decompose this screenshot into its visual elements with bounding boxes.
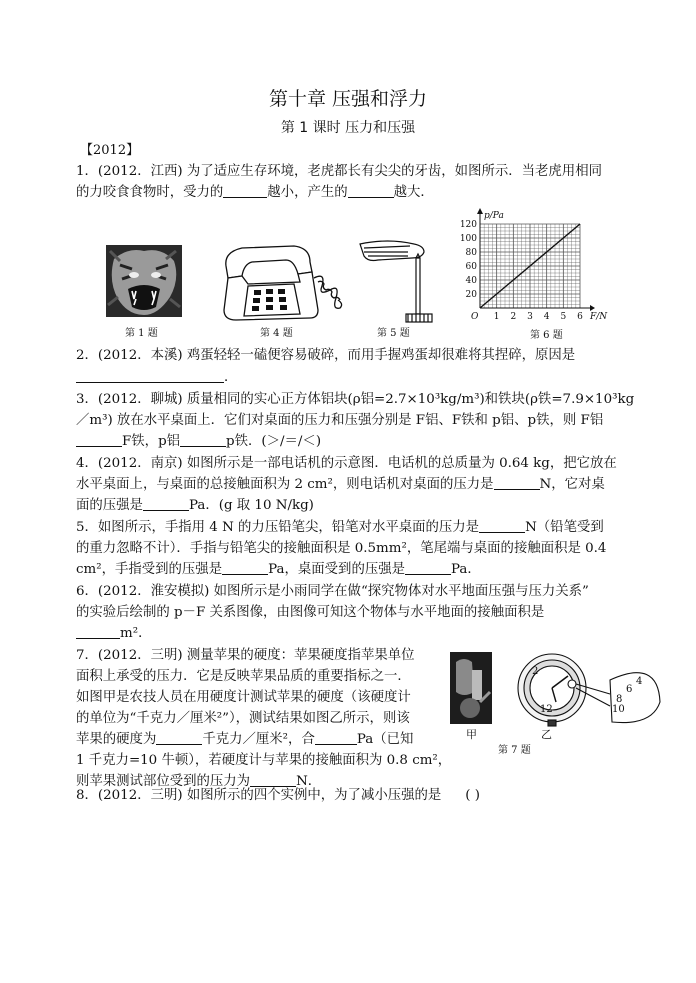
- gauge-num-4: 4: [636, 676, 643, 687]
- q7-line5: [76, 730, 413, 750]
- x-axis-arrow: [590, 305, 595, 311]
- origin-label: O: [471, 312, 479, 322]
- q7-text-c: Pa（已知: [356, 732, 414, 747]
- hardness-gauge: [512, 650, 662, 728]
- y-tick-label: 20: [465, 290, 477, 300]
- y-tick-label: 60: [465, 262, 477, 272]
- y-tick-label: 40: [465, 276, 477, 286]
- q1-blank-1[interactable]: [223, 183, 267, 198]
- q4-line1: 4．(2012．南京) 如图所示是一部电话机的示意图．电话机的总质量为 0.64 kg，把它放在: [76, 456, 617, 471]
- q7-line3: 如图甲是农技人员在用硬度计测试苹果的硬度（该硬度计: [76, 690, 411, 705]
- q5-text-a: 5．如图所示，手指用 4 N 的力压铅笔尖，铅笔对水平桌面的压力是: [76, 520, 480, 535]
- y-tick-label: 80: [465, 248, 477, 258]
- fig7-label-a: 甲: [466, 728, 477, 741]
- q6-line1: 6．(2012．淮安模拟) 如图所示是小雨同学在做“探究物体对水平地面压强与压力关系”: [76, 584, 589, 599]
- year-tag: 【2012】: [80, 143, 140, 158]
- fig6-caption: 第 6 题: [530, 330, 563, 341]
- y-tick-label: 100: [459, 234, 477, 244]
- x-axis-label: F/N: [590, 312, 608, 322]
- q4-blank-2[interactable]: [143, 496, 189, 511]
- q4-text-c: 面的压强是: [76, 498, 143, 513]
- gauge-num-6: 6: [626, 684, 633, 695]
- gauge-num-2: 2: [532, 666, 539, 677]
- q6-text: m²．: [120, 626, 152, 641]
- q6-line3: [76, 624, 151, 644]
- q2-blank[interactable]: [76, 368, 224, 383]
- q7-blank-1[interactable]: [156, 730, 202, 745]
- q5-line1: [76, 518, 604, 538]
- pencil-figure: [358, 238, 434, 324]
- q8-answer-paren[interactable]: ( ): [465, 788, 481, 803]
- y-axis-label: p/Pa: [484, 211, 504, 221]
- q7-line6: 1 千克力=10 牛顿），若硬度计与苹果的接触面积为 0.8 cm²，: [76, 753, 452, 768]
- q3-text-b: p铁．(＞/＝/＜): [226, 434, 322, 449]
- q1-line1: 1．(2012．江西) 为了适应生存环境，老虎都长有尖尖的牙齿，如图所示．当老虎用相同: [76, 164, 602, 179]
- q4-text-a: 水平桌面上，与桌面的总接触面积为 2 cm²，则电话机对桌面的压力是: [76, 477, 494, 492]
- q5-text-b: N（铅笔受到: [525, 520, 604, 535]
- q4-line2: [76, 475, 605, 495]
- q3-line1: 3．(2012．聊城) 质量相同的实心正方体铝块(ρ铝=2.7×10³kg/m³)和铁块(ρ铁=7.9×10³kg: [76, 392, 635, 407]
- q3-line3: [76, 432, 321, 452]
- q7-blank-3[interactable]: [250, 772, 296, 787]
- q3-blank-2[interactable]: [180, 432, 226, 447]
- q5-text-d: Pa，桌面受到的压强是: [268, 562, 406, 577]
- x-tick-label: 6: [577, 312, 583, 322]
- q3-text-a: F铁，p铝: [122, 434, 181, 449]
- q6-line2: 的实验后绘制的 p－F 关系图像，由图像可知这个物体与水平地面的接触面积是: [76, 605, 545, 620]
- q5-blank-2[interactable]: [222, 560, 268, 575]
- x-tick-label: 4: [543, 312, 550, 322]
- q1-text-c: 越大．: [393, 185, 434, 200]
- fig7-label-b: 乙: [541, 728, 552, 741]
- q4-text-b: N，它对桌: [539, 477, 605, 492]
- pF-chart: [452, 204, 608, 328]
- apple-tester-photo: [450, 652, 492, 724]
- q1-text-a: 的力咬食食物时，受力的: [76, 185, 224, 200]
- q1-blank-2[interactable]: [348, 183, 394, 198]
- q5-text-c: cm²，手指受到的压强是: [76, 562, 223, 577]
- gauge-num-12: 12: [540, 704, 553, 715]
- fig4-caption: 第 4 题: [260, 328, 293, 339]
- tiger-figure: [106, 245, 182, 317]
- q3-blank-1[interactable]: [76, 432, 122, 447]
- fig1-caption: 第 1 题: [125, 328, 158, 339]
- q4-line3: [76, 496, 314, 516]
- q7-blank-2[interactable]: [315, 730, 357, 745]
- q7-text-e: N．: [296, 774, 322, 789]
- q4-blank-1[interactable]: [494, 475, 540, 490]
- gauge-num-10: 10: [612, 704, 625, 715]
- page-subtitle: 第 1 课时 压力和压强: [280, 120, 416, 136]
- q5-line3: [76, 560, 481, 580]
- x-tick-label: 2: [510, 312, 517, 322]
- q6-blank[interactable]: [76, 624, 120, 639]
- q1-line2: [76, 183, 434, 203]
- q3-line2: ／m³) 放在水平桌面上．它们对桌面的压力和压强分别是 F铝、F铁和 p铝、p铁，则 F铝: [76, 413, 604, 428]
- fig7-caption: 第 7 题: [498, 745, 531, 756]
- x-tick-label: 1: [493, 312, 500, 322]
- q7-text-a: 苹果的硬度为: [76, 732, 157, 747]
- pF-chart-svg: [452, 204, 608, 328]
- q5-blank-1[interactable]: [479, 518, 525, 533]
- q7-line2: 面积上承受的压力．它是反映苹果品质的重要指标之一．: [76, 669, 411, 684]
- q7-text-d: 则苹果测试部位受到的压力为: [76, 774, 251, 789]
- q4-text-d: Pa．(g 取 10 N/kg): [188, 498, 314, 513]
- q5-line2: 的重力忽略不计）．手指与铅笔尖的接触面积是 0.5mm²，笔尾端与桌面的接触面积是 0.4: [76, 541, 607, 556]
- q5-blank-3[interactable]: [405, 560, 451, 575]
- q8-text: 8．(2012．三明) 如图所示的四个实例中，为了减小压强的是: [76, 788, 442, 803]
- y-axis-arrow: [477, 208, 483, 214]
- q7-line4: 的单位为“千克力／厘米²”），测试结果如图乙所示，则该: [76, 711, 410, 726]
- gauge-num-8: 8: [616, 694, 623, 705]
- x-tick-label: 5: [560, 312, 567, 322]
- x-tick-label: 3: [527, 312, 533, 322]
- q7-text-b: 千克力／厘米²，合: [202, 732, 315, 747]
- fig5-caption: 第 5 题: [377, 328, 410, 339]
- q1-text-b: 越小，产生的: [267, 185, 348, 200]
- q2-end: ．: [224, 370, 238, 385]
- q5-text-e: Pa．: [451, 562, 481, 577]
- q2-line1: 2．(2012．本溪) 鸡蛋轻轻一磕便容易破碎，而用手握鸡蛋却很难将其捏碎，原因是: [76, 348, 576, 363]
- telephone-figure: [218, 238, 344, 324]
- y-tick-label: 120: [459, 220, 477, 230]
- q2-line2: [76, 368, 237, 388]
- q7-line1: 7．(2012．三明) 测量苹果的硬度：苹果硬度指苹果单位: [76, 648, 415, 663]
- page-title: 第十章 压强和浮力: [268, 88, 428, 110]
- q8-line1: [76, 786, 480, 806]
